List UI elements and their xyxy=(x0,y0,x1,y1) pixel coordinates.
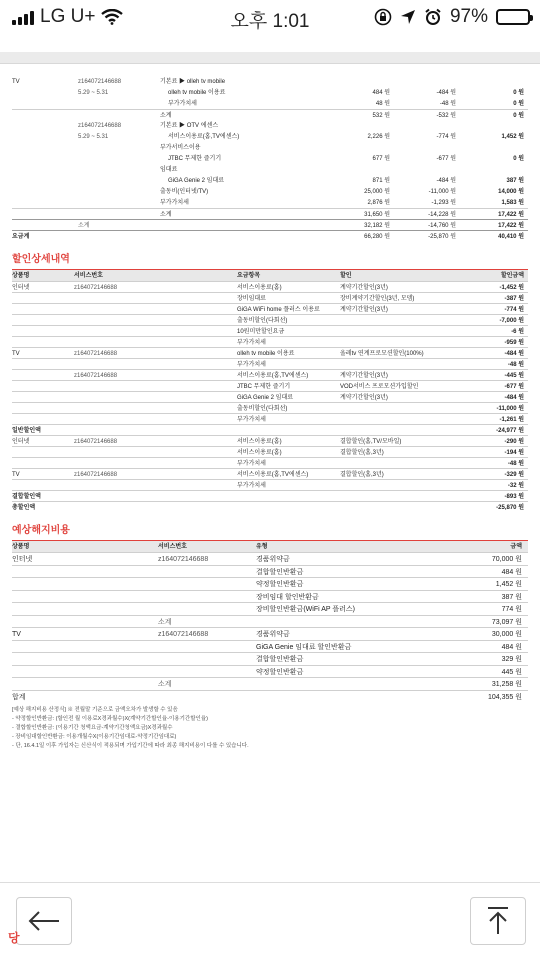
discount-amount: -25,870 원 xyxy=(496,505,524,511)
discount-amount: -24,977 원 xyxy=(496,428,524,434)
discount-charge-item: 서비스이용료(홈) xyxy=(237,285,282,291)
termination-amount: 31,258 원 xyxy=(491,681,522,688)
usage-row xyxy=(12,164,528,175)
usage-total: 0 원 xyxy=(513,156,524,162)
discount-amount: -387 원 xyxy=(504,296,524,302)
discount-row xyxy=(12,468,528,479)
usage-row xyxy=(12,87,528,98)
discount-product: 결합할인액 xyxy=(12,494,41,500)
usage-product: 요금계 xyxy=(12,234,30,240)
discount-amount: -1,452 원 xyxy=(499,285,524,291)
rotation-lock-icon xyxy=(374,8,392,26)
discount-row xyxy=(12,413,528,424)
note-line: - 결합할인반환금: (이용기간 청액요금-계약기간청액요금)X경과월수 xyxy=(12,725,173,731)
termination-row xyxy=(12,590,528,603)
termination-type: 약정할인반환금 xyxy=(256,668,304,676)
discount-charge-item: 부가가치세 xyxy=(237,340,266,346)
termination-type: 장비임대 할인반환금 xyxy=(256,593,319,601)
termination-amount: 30,000 원 xyxy=(491,631,522,638)
discount-charge-item: JTBC 무제한 즐기기 xyxy=(237,384,291,390)
usage-table xyxy=(12,76,528,241)
clock: 오후 1:01 xyxy=(230,11,310,32)
usage-row xyxy=(12,76,528,87)
usage-discount: -677 원 xyxy=(436,156,456,162)
termination-amount: 484 원 xyxy=(501,568,522,576)
discount-amount: -6 원 xyxy=(511,329,524,335)
termination-type: GiGA Genie 임대료 할인반환금 xyxy=(256,643,352,651)
usage-discount: -484 원 xyxy=(436,90,456,96)
usage-total: 17,422 원 xyxy=(498,212,524,218)
discount-amount: -484 원 xyxy=(504,395,524,401)
usage-total: 387 원 xyxy=(506,178,524,184)
discount-amount: -893 원 xyxy=(504,494,524,500)
discount-charge-item: 부가가치세 xyxy=(237,417,266,423)
scroll-top-button[interactable] xyxy=(470,897,526,945)
discount-amount: -677 원 xyxy=(504,384,524,390)
usage-total: 1,583 원 xyxy=(501,200,524,206)
usage-row xyxy=(12,186,528,197)
termination-amount: 1,452 원 xyxy=(495,581,522,588)
usage-item: olleh tv mobile 이용료 xyxy=(168,90,226,96)
discount-row xyxy=(12,281,528,292)
discount-type: 계약기간할인(3년) xyxy=(340,395,388,401)
discount-amount: -484 원 xyxy=(504,351,524,357)
note-line: - 약정할인반환금: (할인전 월 이용료X경과월수)X(계약기간할인율-이용기간할인율) xyxy=(12,716,208,722)
status-right xyxy=(374,6,530,28)
termination-type: 장비할인반환금(WiFi AP 플러스) xyxy=(256,606,355,613)
discount-product: 총할인액 xyxy=(12,505,36,511)
termination-table xyxy=(12,552,528,702)
termination-section-title: 예상해지비용 xyxy=(12,525,70,536)
usage-amount: 871 원 xyxy=(372,178,390,184)
usage-total: 0 원 xyxy=(513,101,524,107)
note-line: - 장비임대할인반환금: 이용개월수X(이용기간임대료-약정기간임대료) xyxy=(12,734,177,740)
usage-row xyxy=(12,197,528,208)
discount-amount: -11,000 원 xyxy=(496,406,524,412)
usage-item: 기본료 ▶ OTV 에센스 xyxy=(160,123,219,129)
termination-row xyxy=(12,690,528,703)
usage-item: 임대료 xyxy=(160,167,178,173)
discount-service-number: z164072146688 xyxy=(74,351,118,357)
discount-row xyxy=(12,435,528,446)
usage-item: 부가서비스이용 xyxy=(160,145,201,151)
termination-type: 약정할인반환금 xyxy=(256,581,304,588)
discount-row xyxy=(12,380,528,391)
termination-amount: 387 원 xyxy=(501,593,522,601)
discount-row xyxy=(12,314,528,325)
usage-product: TV xyxy=(12,79,20,85)
discount-type: 장비계약기간할인(3년, 모뎀) xyxy=(340,296,415,302)
usage-row xyxy=(12,208,528,219)
page-text-peek: 당 xyxy=(8,931,20,945)
discount-charge-item: 서비스이용료(홈) xyxy=(237,439,282,445)
termination-amount: 104,355 원 xyxy=(487,693,522,701)
discount-type: 계약기간할인(3년) xyxy=(340,285,388,291)
usage-discount: -484 원 xyxy=(436,178,456,184)
discount-type: VOD서비스 프로모션가입할인 xyxy=(340,384,419,390)
usage-discount: -48 원 xyxy=(439,101,456,107)
termination-amount: 484 원 xyxy=(501,643,522,651)
discount-row xyxy=(12,402,528,413)
discount-charge-item: 출동비할인(다회선) xyxy=(237,406,288,412)
termination-amount: 73,097 원 xyxy=(491,618,522,626)
discount-table xyxy=(12,281,528,512)
discount-amount: -7,000 원 xyxy=(499,318,524,324)
termination-type: 경품위약금 xyxy=(256,631,290,638)
arrow-up-icon xyxy=(486,906,510,936)
usage-discount: -11,000 원 xyxy=(428,189,456,195)
discount-row xyxy=(12,336,528,347)
usage-discount: -25,870 원 xyxy=(428,234,456,240)
usage-amount: 532 원 xyxy=(372,113,390,119)
usage-total: 0 원 xyxy=(513,90,524,96)
usage-total: 14,000 원 xyxy=(498,189,524,195)
discount-charge-item: 출동비할인(다회선) xyxy=(237,318,288,324)
usage-service-number: 5.29 ~ 5.31 xyxy=(78,134,109,140)
usage-total: 40,410 원 xyxy=(498,234,524,240)
discount-service-number: z164072146688 xyxy=(74,439,118,445)
termination-service-number: z164072146688 xyxy=(158,631,209,638)
discount-amount: -194 원 xyxy=(504,450,524,456)
usage-item: 부가가치세 xyxy=(168,101,197,107)
usage-row xyxy=(12,219,528,230)
discount-amount: -32 원 xyxy=(507,483,524,489)
termination-amount: 774 원 xyxy=(501,606,522,613)
termination-row xyxy=(12,627,528,640)
discount-amount: -48 원 xyxy=(507,362,524,368)
usage-service-number: z164072146688 xyxy=(78,79,122,85)
discount-type: 계약기간할인(3년) xyxy=(340,373,388,379)
usage-row xyxy=(12,131,528,142)
usage-item: 기본료 ▶ olleh tv mobile xyxy=(160,79,226,85)
discount-product: 인터넷 xyxy=(12,285,30,291)
usage-discount: -14,228 원 xyxy=(428,212,456,218)
usage-item: GiGA Genie 2 임대료 xyxy=(168,178,225,184)
usage-amount: 66,280 원 xyxy=(364,234,390,240)
termination-type: 결합할인반환금 xyxy=(256,656,304,663)
discount-row xyxy=(12,369,528,380)
battery-percent: 97% xyxy=(449,6,488,27)
location-icon xyxy=(400,9,416,25)
battery-icon xyxy=(496,9,530,25)
discount-charge-item: 서비스이용료(홈) xyxy=(237,450,282,456)
discount-product: TV xyxy=(12,472,20,478)
usage-item: 부가가치세 xyxy=(160,200,189,206)
discount-charge-item: GiGA Genie 2 임대료 xyxy=(237,395,294,401)
discount-amount: -959 원 xyxy=(504,340,524,346)
discount-row xyxy=(12,457,528,468)
discount-amount: -48 원 xyxy=(507,461,524,467)
discount-amount: -774 원 xyxy=(504,307,524,313)
bottom-nav-bar xyxy=(0,882,540,961)
usage-amount: 2,226 원 xyxy=(367,134,390,140)
discount-charge-item: olleh tv mobile 이용료 xyxy=(237,351,295,357)
discount-row xyxy=(12,325,528,336)
usage-amount: 31,650 원 xyxy=(364,212,390,218)
usage-amount: 484 원 xyxy=(372,90,390,96)
status-bar xyxy=(0,0,540,34)
discount-row xyxy=(12,424,528,435)
termination-row xyxy=(12,577,528,590)
termination-service-number: 소계 xyxy=(158,681,172,688)
discount-product: 일반할인액 xyxy=(12,428,41,434)
termination-product: 인터넷 xyxy=(12,556,33,563)
discount-amount: -290 원 xyxy=(504,439,524,445)
discount-service-number: z164072146688 xyxy=(74,373,118,379)
discount-amount: -1,261 원 xyxy=(499,417,524,423)
discount-row xyxy=(12,490,528,501)
termination-notes xyxy=(12,708,528,753)
usage-total: 0 원 xyxy=(513,113,524,119)
termination-type: 경품위약금 xyxy=(256,556,290,563)
usage-item: JTBC 무제한 즐기기 xyxy=(168,156,222,162)
termination-row xyxy=(12,640,528,653)
discount-product: TV xyxy=(12,351,20,357)
discount-charge-item: 서비스이용료(홈,TV에센스) xyxy=(237,373,309,379)
usage-discount: -14,760 원 xyxy=(428,223,456,229)
alarm-icon xyxy=(424,8,442,26)
discount-charge-item: 서비스이용료(홈,TV에센스) xyxy=(237,472,309,478)
discount-type: 계약기간할인(3년) xyxy=(340,307,388,313)
discount-amount: -329 원 xyxy=(504,472,524,478)
termination-type: 결합할인반환금 xyxy=(256,568,304,576)
discount-row xyxy=(12,292,528,303)
back-button[interactable] xyxy=(16,897,72,945)
usage-discount: -1,293 원 xyxy=(431,200,456,206)
usage-amount: 2,876 원 xyxy=(367,200,390,206)
usage-row xyxy=(12,153,528,164)
usage-row xyxy=(12,175,528,186)
discount-service-number: z164072146688 xyxy=(74,472,118,478)
usage-row xyxy=(12,98,528,109)
termination-row xyxy=(12,665,528,678)
discount-charge-item: 장비임대료 xyxy=(237,296,266,302)
termination-table-header: 상품명 서비스번호 유형 금액 xyxy=(12,540,528,552)
usage-item: 출동비(인터넷/TV) xyxy=(160,189,209,195)
discount-charge-item: GiGA WiFi home 플러스 이용료 xyxy=(237,307,320,313)
back-arrow-icon xyxy=(27,910,61,932)
discount-service-number: z164072146688 xyxy=(74,285,118,291)
discount-amount: -445 원 xyxy=(504,373,524,379)
usage-service-number: z164072146688 xyxy=(78,123,122,129)
discount-charge-item: 부가가치세 xyxy=(237,461,266,467)
discount-row xyxy=(12,347,528,358)
termination-product: 합계 xyxy=(12,693,26,701)
usage-amount: 48 원 xyxy=(375,101,390,107)
usage-row xyxy=(12,230,528,241)
discount-product: 인터넷 xyxy=(12,439,30,445)
discount-type: 올레tv 연계프로모션할인(100%) xyxy=(340,351,424,357)
discount-row xyxy=(12,358,528,369)
termination-row xyxy=(12,565,528,578)
discount-type: 결합할인(홈,3년) xyxy=(340,472,384,478)
note-line: [예상 해지비용 산정식] ※ 전월말 기준으로 금액오차가 발생할 수 있음 xyxy=(12,707,178,713)
carrier-label: LG U+ xyxy=(40,6,96,27)
usage-amount: 32,182 원 xyxy=(364,223,390,229)
usage-service-number: 5.29 ~ 5.31 xyxy=(78,90,109,96)
usage-item: 소계 xyxy=(160,212,172,218)
termination-amount: 445 원 xyxy=(501,668,522,676)
discount-type: 결합할인(홈,3년) xyxy=(340,450,384,456)
discount-row xyxy=(12,479,528,490)
usage-row xyxy=(12,142,528,153)
bill-document xyxy=(12,76,528,753)
usage-row xyxy=(12,120,528,131)
termination-row xyxy=(12,615,528,628)
termination-row xyxy=(12,652,528,665)
usage-item: 서비스이용료(홈,TV에센스) xyxy=(168,134,240,140)
termination-service-number: 소계 xyxy=(158,618,172,626)
usage-total: 1,452 원 xyxy=(501,134,524,140)
usage-discount: -774 원 xyxy=(436,134,456,140)
discount-row xyxy=(12,391,528,402)
termination-row xyxy=(12,677,528,690)
termination-product: TV xyxy=(12,631,21,638)
termination-service-number: z164072146688 xyxy=(158,556,209,563)
termination-row xyxy=(12,602,528,615)
usage-total: 17,422 원 xyxy=(498,223,524,229)
usage-service-number: 소계 xyxy=(78,223,90,229)
discount-table-header: 상품명 서비스번호 요금항목 할인 할인금액 xyxy=(12,269,528,281)
discount-charge-item: 부가가치세 xyxy=(237,362,266,368)
discount-row xyxy=(12,501,528,512)
note-line: - 단, 16.4.1일 이후 가입자는 신산식이 적용되며 가입기간에 따라 최종 해지비용이 다를 수 있습니다. xyxy=(12,743,249,749)
discount-section-title: 할인상세내역 xyxy=(12,254,70,265)
termination-amount: 329 원 xyxy=(501,656,522,663)
discount-charge-item: 10원미만할인요금 xyxy=(237,329,285,335)
document-top-bar xyxy=(0,52,540,64)
usage-row xyxy=(12,109,528,120)
termination-row xyxy=(12,552,528,565)
discount-type: 결합할인(홈,TV/모바일) xyxy=(340,439,402,445)
discount-row xyxy=(12,303,528,314)
usage-item: 소계 xyxy=(160,113,172,119)
discount-charge-item: 부가가치세 xyxy=(237,483,266,489)
discount-row xyxy=(12,446,528,457)
usage-amount: 677 원 xyxy=(372,156,390,162)
termination-amount: 70,000 원 xyxy=(491,556,522,563)
usage-discount: -532 원 xyxy=(436,113,456,119)
usage-amount: 25,000 원 xyxy=(364,189,390,195)
